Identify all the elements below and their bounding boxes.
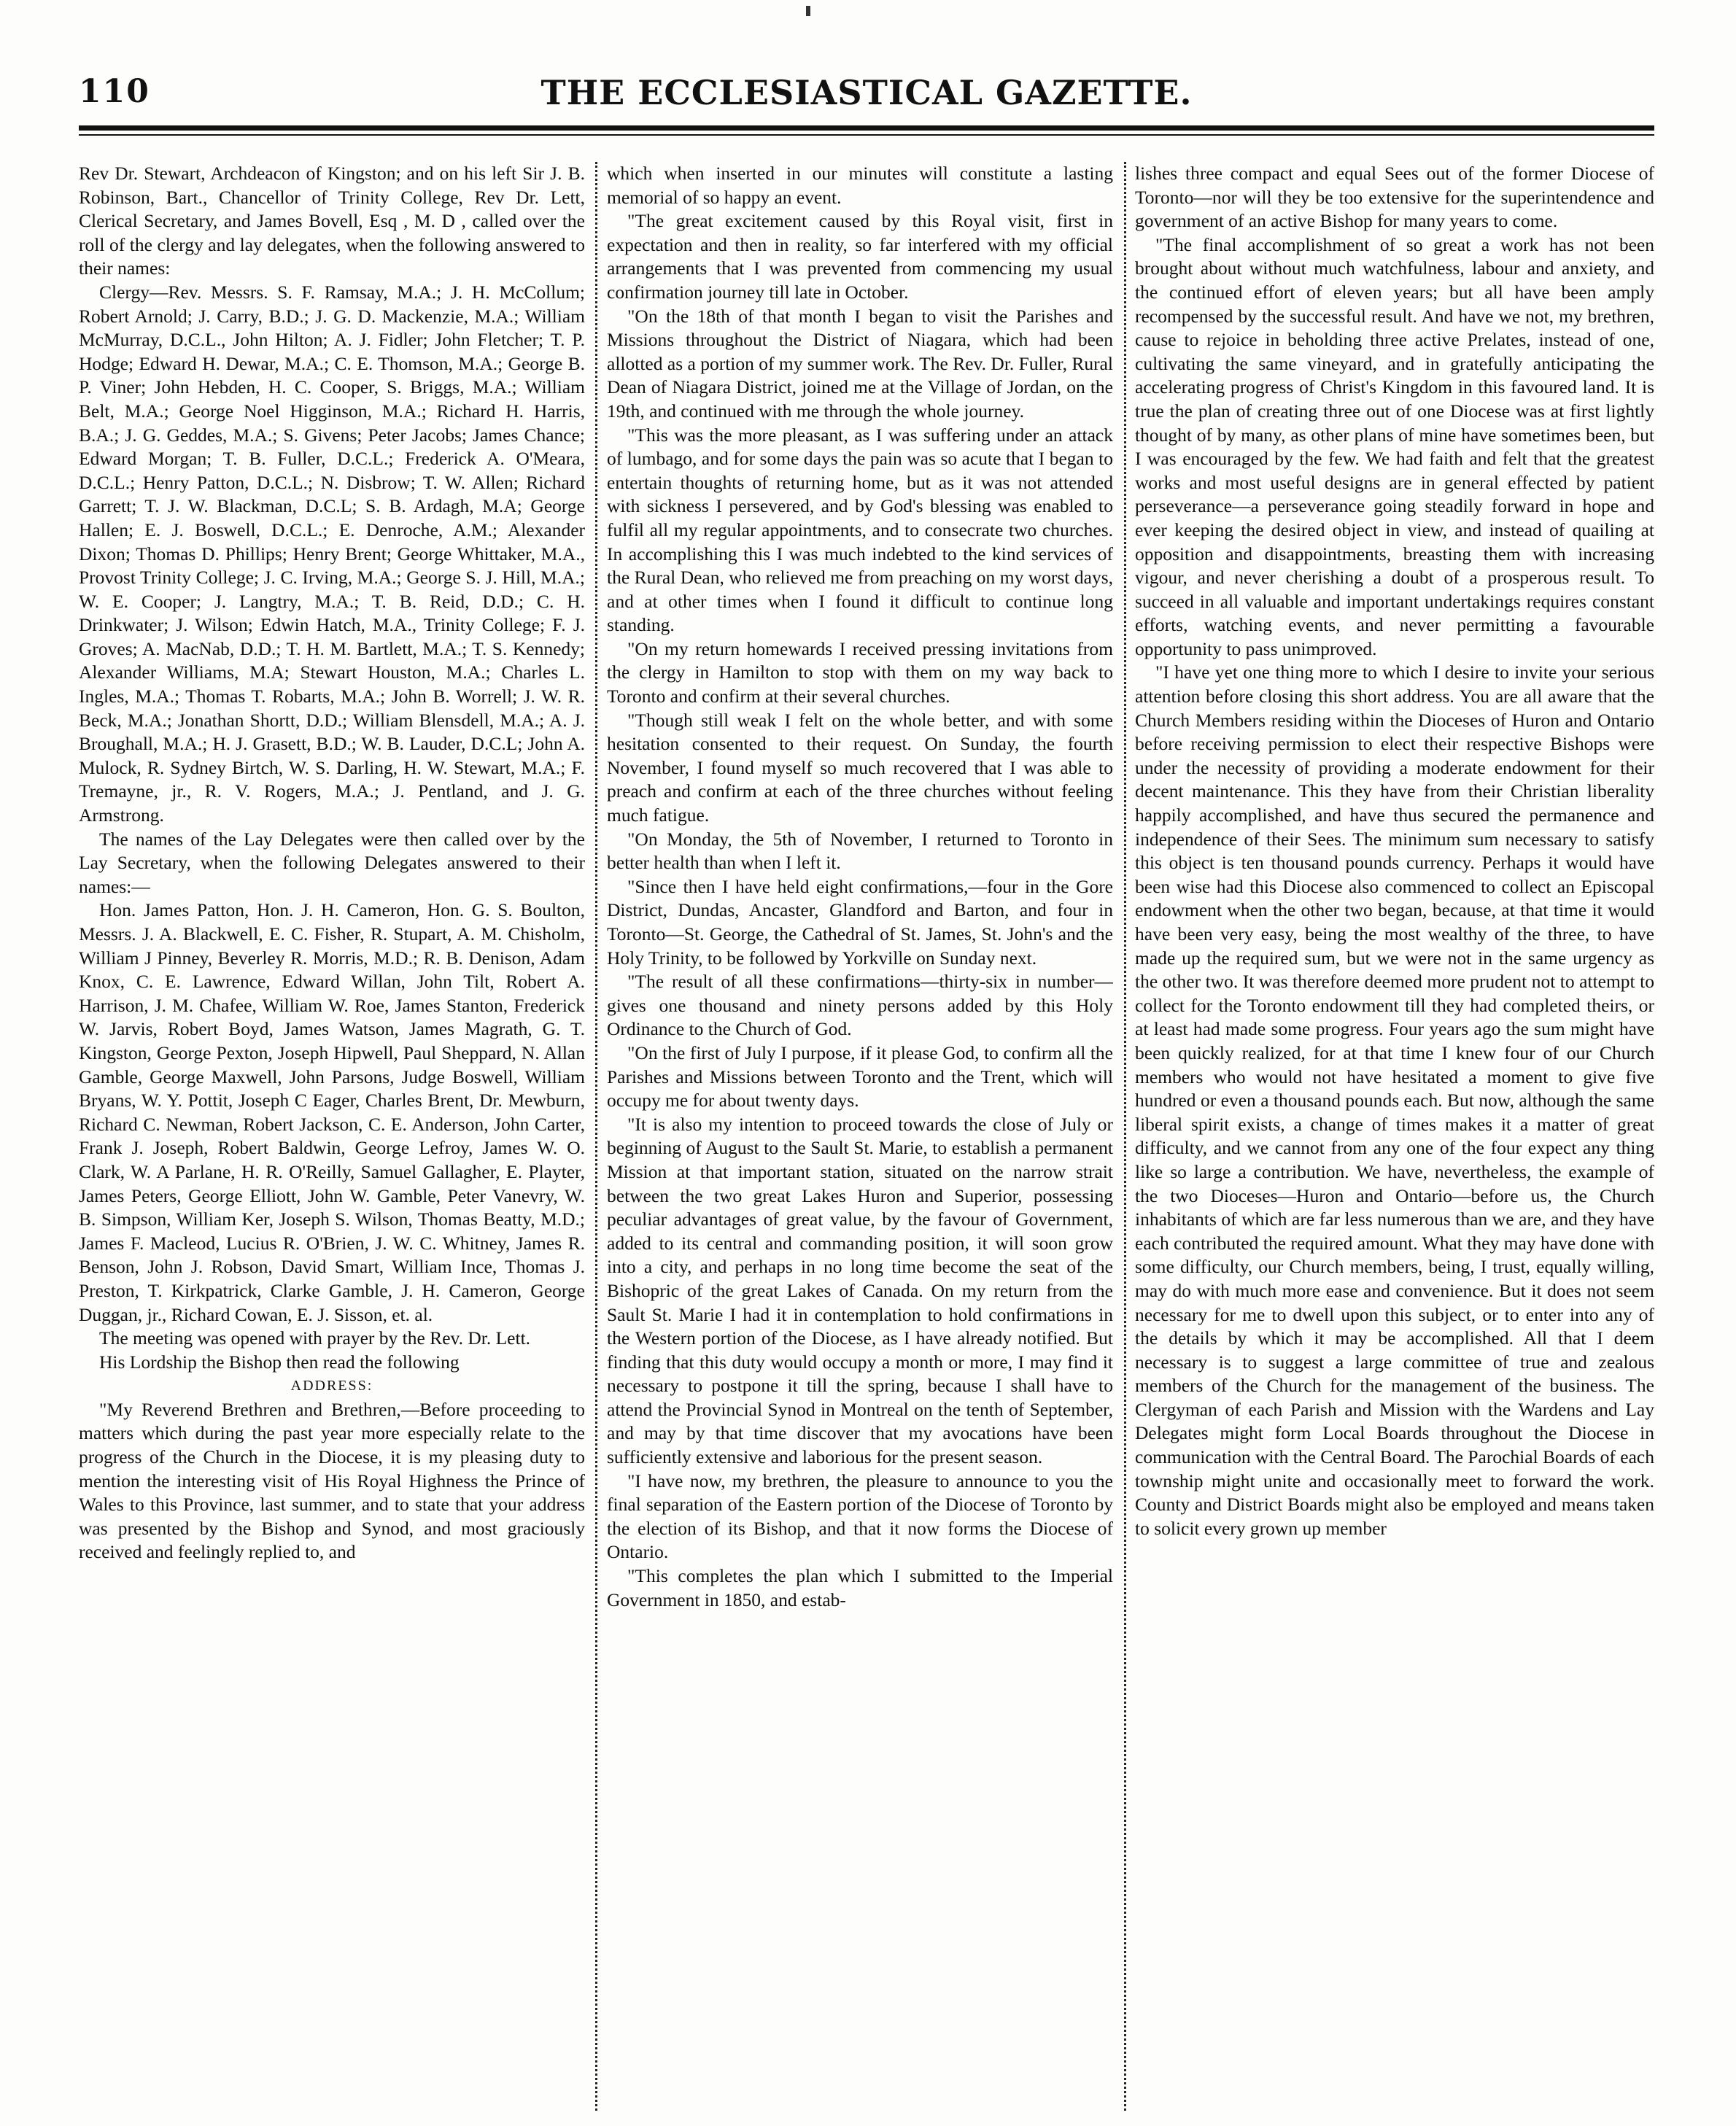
paragraph: The names of the Lay Delegates were then called over by the Lay Secretary, when the following Delegates answered to their names:— [79,828,585,897]
paragraph: His Lordship the Bishop then read the following [99,1351,460,1373]
paragraph: "This was the more pleasant, as I was suffering under an attack of lumbago, and for some days the pain was so acute that I began to entertain thoughts of returning home, but as it was not attended with sickness I persevered, and by God's blessing was enabled to fulfil all my regular appointments, and to consecrate two churches. In accomplishing this I was much indebted to the kind services of the Rural Dean, who relieved me from preaching on my worst days, and at other times when I found it difficult to continue long standing. [607,424,1113,636]
column-divider [595,162,597,2111]
running-title: THE ECCLESIASTICAL GAZETTE. [540,73,1193,112]
top-mark [806,6,810,16]
header-rule-thin [79,134,1654,136]
paragraph: which when inserted in our minutes will constitute a lasting memorial of so happy an event. [607,163,1113,208]
paragraph: "My Reverend Brethren and Brethren,—Before proceeding to matters which during the past year more especially relate to the progress of the Church in the Diocese, it is my pleasing duty to mention the interesting visit of His Royal Highness the Prince of Wales to this Province, last summer, and to state that your address was presented by the Bishop and Synod, and most graciously received and feelingly replied to, and [79,1398,585,1563]
column-divider [1124,162,1126,2111]
paragraph: "This completes the plan which I submitted to the Imperial Government in 1850, and estab- [607,1565,1113,1610]
column-2 [607,162,1113,2111]
paragraph: Clergy—Rev. Messrs. S. F. Ramsay, M.A.; J. H. McCollum; Robert Arnold; J. Carry, B.D.; J. G. D. Mackenzie, M.A.; William McMurray, D.C.L., John Hilton; A. J. Fidler; John Fletcher; T. P. Hodge; Edward H. Dewar, M.A.; C. E. Thomson, M.A.; George B. P. Viner; John Hebden, H. C. Cooper, S. Briggs, M.A.; William Belt, M.A.; George Noel Higginson, M.A.; Richard H. Harris, B.A.; J. G. Geddes, M.A.; S. Givens; Peter Jacobs; James Chance; Edward Morgan; T. B. Fuller, D.C.L.; Frederick A. O'Meara, D.C.L.; Henry Patton, D.C.L.; N. Disbrow; T. W. Allen; Richard Garrett; T. J. W. Blackman, D.C.L; S. B. Ardagh, M.A; George Hallen; E. J. Boswell, D.C.L.; E. Denroche, A.M.; Alexander Dixon; Thomas D. Phillips; Henry Brent; George Whittaker, M.A., Provost Trinity College; J. C. Irving, M.A.; George S. J. Hill, M.A.; W. E. Cooper; J. Langtry, M.A.; T. B. Reid, D.D.; C. H. Drinkwater; J. Wilson; Edwin Hatch, M.A., Trinity College; F. J. Groves; A. MacNab, D.D.; T. H. M. Bartlett, M.A.; T. S. Kennedy; Alexander Williams, M.A; Stewart Houston, M.A.; Charles L. Ingles, M.A.; Thomas T. Robarts, M.A.; John B. Worrell; J. W. R. Beck, M.A.; Jonathan Shortt, D.D.; William Blensdell, M.A.; A. J. Broughall, M.A.; H. J. Grasett, B.D.; W. B. Lauder, D.C.L; John A. Mulock, R. Sydney Birtch, W. S. Darling, H. W. Stewart, M.A.; F. Tremayne, jr., R. V. Rogers, M.A.; J. Pentland, and J. G. Armstrong. [79,281,585,826]
paragraph: The meeting was opened with prayer by the Rev. Dr. Lett. [99,1327,531,1349]
page-header [79,73,1654,117]
header-rule-thick [79,125,1654,131]
page-number: 110 [79,73,150,110]
paragraph: Rev Dr. Stewart, Archdeacon of Kingston; and on his left Sir J. B. Robinson, Bart., Chancellor of Trinity College, Rev Dr. Lett, Clerical Secretary, and James Bovell, Esq , M. D , called over the roll of the clergy and lay delegates, when the following answered to their names: [79,163,585,279]
paragraph: "On the first of July I purpose, if it please God, to confirm all the Parishes and Missions between Toronto and the Trent, which will occupy me for about twenty days. [607,1041,1113,1112]
paragraph: "Since then I have held eight confirmations,—four in the Gore District, Dundas, Ancaster, Glandford and Barton, and four in Toronto—St. George, the Cathedral of St. James, St. John's and the Holy Trinity, to be followed by Yorkville on Sunday next. [607,875,1113,969]
paragraph: Hon. James Patton, Hon. J. H. Cameron, Hon. G. S. Boulton, Messrs. J. A. Blackwell, E. C. Fisher, R. Stupart, A. M. Chisholm, William J Pinney, Beverley R. Morris, M.D.; R. B. Denison, Adam Knox, C. E. Lawrence, Edward Willan, John Tilt, Robert A. Harrison, J. M. Chafee, William W. Roe, James Stanton, Frederick W. Jarvis, Robert Boyd, James Watson, James Magrath, G. T. Kingston, George Pexton, Joseph Hipwell, Paul Sheppard, N. Allan Gamble, George Maxwell, John Parsons, Judge Boswell, William Bryans, W. Y. Pottit, Joseph C Eager, Charles Brent, Dr. Mewburn, Richard C. Newman, Robert Jackson, C. E. Anderson, John Carter, Frank J. Joseph, Robert Baldwin, George Lefroy, James W. O. Clark, W. A Parlane, H. R. O'Reilly, Samuel Gallagher, E. Playter, James Peters, George Elliott, John W. Gamble, Peter Vanevry, W. B. Simpson, William Ker, Joseph S. Wilson, Thomas Beatty, M.D.; James F. Macleod, Lucius R. O'Brien, J. W. C. Whitney, James R. Benson, John J. Robson, David Smart, William Ince, Thomas J. Preston, T. Kirkpatrick, Clarke Gamble, J. H. Cameron, George Duggan, jr., Richard Cowan, E. J. Sisson, et. al. [79,899,585,1325]
paragraph: "I have yet one thing more to which I desire to invite your serious attention before closing this short address. You are all aware that the Church Members residing within the Dioceses of Huron and Ontario before receiving permission to elect their respective Bishops were under the necessity of providing a moderate endowment for their decent maintenance. This they have from their Christian liberality happily accomplished, and have thus secured the permanence and independence of their Sees. The minimum sum necessary to satisfy this object is ten thousand pounds currency. Perhaps it would have been wise had this Diocese also commenced to collect an Episcopal endowment when the other two began, because, at that time it would have been very easy, being the most wealthy of the three, to have made up the required sum, but we were not in the same urgency as the other two. It was therefore deemed more prudent not to attempt to collect for the Toronto endowment till they had completed theirs, or at least had made some progress. Four years ago the sum might have been quickly realized, for at that time I knew four of our Church members who would not have hesitated a moment to give five hundred or even a thousand pounds each. But now, although the same liberal spirit exists, a change of times makes it a matter of great difficulty, and we cannot from any one of the four expect any thing like so large a contribution. We have, nevertheless, the example of the two Dioceses—Huron and Ontario—before us, the Church inhabitants of which are far less numerous than we are, and they have each contributed the required amount. What they may have done with some difficulty, our Church members, being, I trust, equally willing, may do with much more ease and convenience. But it does not seem necessary for me to dwell upon this subject, or to enter into any of the details by which it may be accomplished. All that I deem necessary is to suggest a large committee of true and zealous members of the Church for the management of the business. The Clergyman of each Parish and Mission with the Wardens and Lay Delegates might form Local Boards throughout the Diocese in communication with the Central Board. The Parochial Boards of each township might unite and occasionally meet to forward the work. County and District Boards might also be employed and means taken to solicit every grown up member [1135,662,1654,1539]
paragraph: "I have now, my brethren, the pleasure to announce to you the final separation of the Eastern portion of the Diocese of Toronto by the election of its Bishop, and that it now forms the Diocese of Ontario. [607,1470,1113,1563]
paragraph: "On Monday, the 5th of November, I returned to Toronto in better health than when I left it. [607,828,1113,874]
paragraph: "It is also my intention to proceed towards the close of July or beginning of August to the Sault St. Marie, to establish a permanent Mission at that important station, situated on the narrow strait between the two great Lakes Huron and Superior, possessing peculiar advantages of great value, by the favour of Government, added to its central and commanding position, it will soon grow into a city, and perhaps in no long time become the seat of the Bishopric of the great Lakes of Canada. On my return from the Sault St. Marie I had it in contemplation to hold confirmations in the Western portion of the Diocese, as I have already notified. But finding that this duty would occupy a month or more, I may find it necessary to postpone it till the spring, because I shall have to attend the Provincial Synod in Montreal on the tenth of September, and may by that time discover that my avocations have been sufficiently extensive and laborious for the present season. [607,1113,1113,1468]
paragraph: "On the 18th of that month I began to visit the Parishes and Missions throughout the District of Niagara, which had been allotted as a portion of my summer work. The Rev. Dr. Fuller, Rural Dean of Niagara District, joined me at the Village of Jordan, on the 19th, and continued with me through the whole journey. [607,305,1113,422]
address-heading: ADDRESS: [290,1378,373,1394]
column-3 [1135,162,1654,2111]
paragraph: "The great excitement caused by this Royal visit, first in expectation and then in reality, so far interfered with my official arrangements that I was prevented from commencing my usual confirmation journey till late in October. [607,210,1113,303]
paragraph: lishes three compact and equal Sees out of the former Diocese of Toronto—nor will they be too extensive for the superintendence and government of an active Bishop for many years to come. [1135,163,1654,232]
paragraph: "Though still weak I felt on the whole better, and with some hesitation consented to their request. On Sunday, the fourth November, I found myself so much recovered that I was able to preach and confirm at each of the three churches without feeling much fatigue. [607,709,1113,826]
paragraph: "On my return homewards I received pressing invitations from the clergy in Hamilton to stop with them on my way back to Toronto and confirm at their several churches. [607,637,1113,707]
paragraph: "The final accomplishment of so great a work has not been brought about without much watchfulness, labour and anxiety, and the continued effort of eleven years; but all have been amply recompensed by the successful result. And have we not, my brethren, cause to rejoice in beholding three active Prelates, instead of one, cultivating the same vineyard, and in gratefully anticipating the accelerating progress of Christ's Kingdom in this favoured land. It is true the plan of creating three out of one Diocese was at first lightly thought of by many, as other plans of mine have sometimes been, but I was encouraged by the few. We had faith and felt that the greatest works and most useful designs are in general effected by patient perseverance—a perseverance going steadily forward in hope and ever keeping the desired object in view, and instead of quailing at opposition and disappointments, breasting them with increasing vigour, and never cherishing a doubt of a prosperous result. To succeed in all valuable and important undertakings requires constant efforts, watching events, and never permitting a favourable opportunity to pass unimproved. [1135,233,1654,659]
paragraph: "The result of all these confirmations—thirty-six in number—gives one thousand and ninety persons added by this Holy Ordinance to the Church of God. [607,971,1113,1040]
column-1 [79,162,585,2111]
